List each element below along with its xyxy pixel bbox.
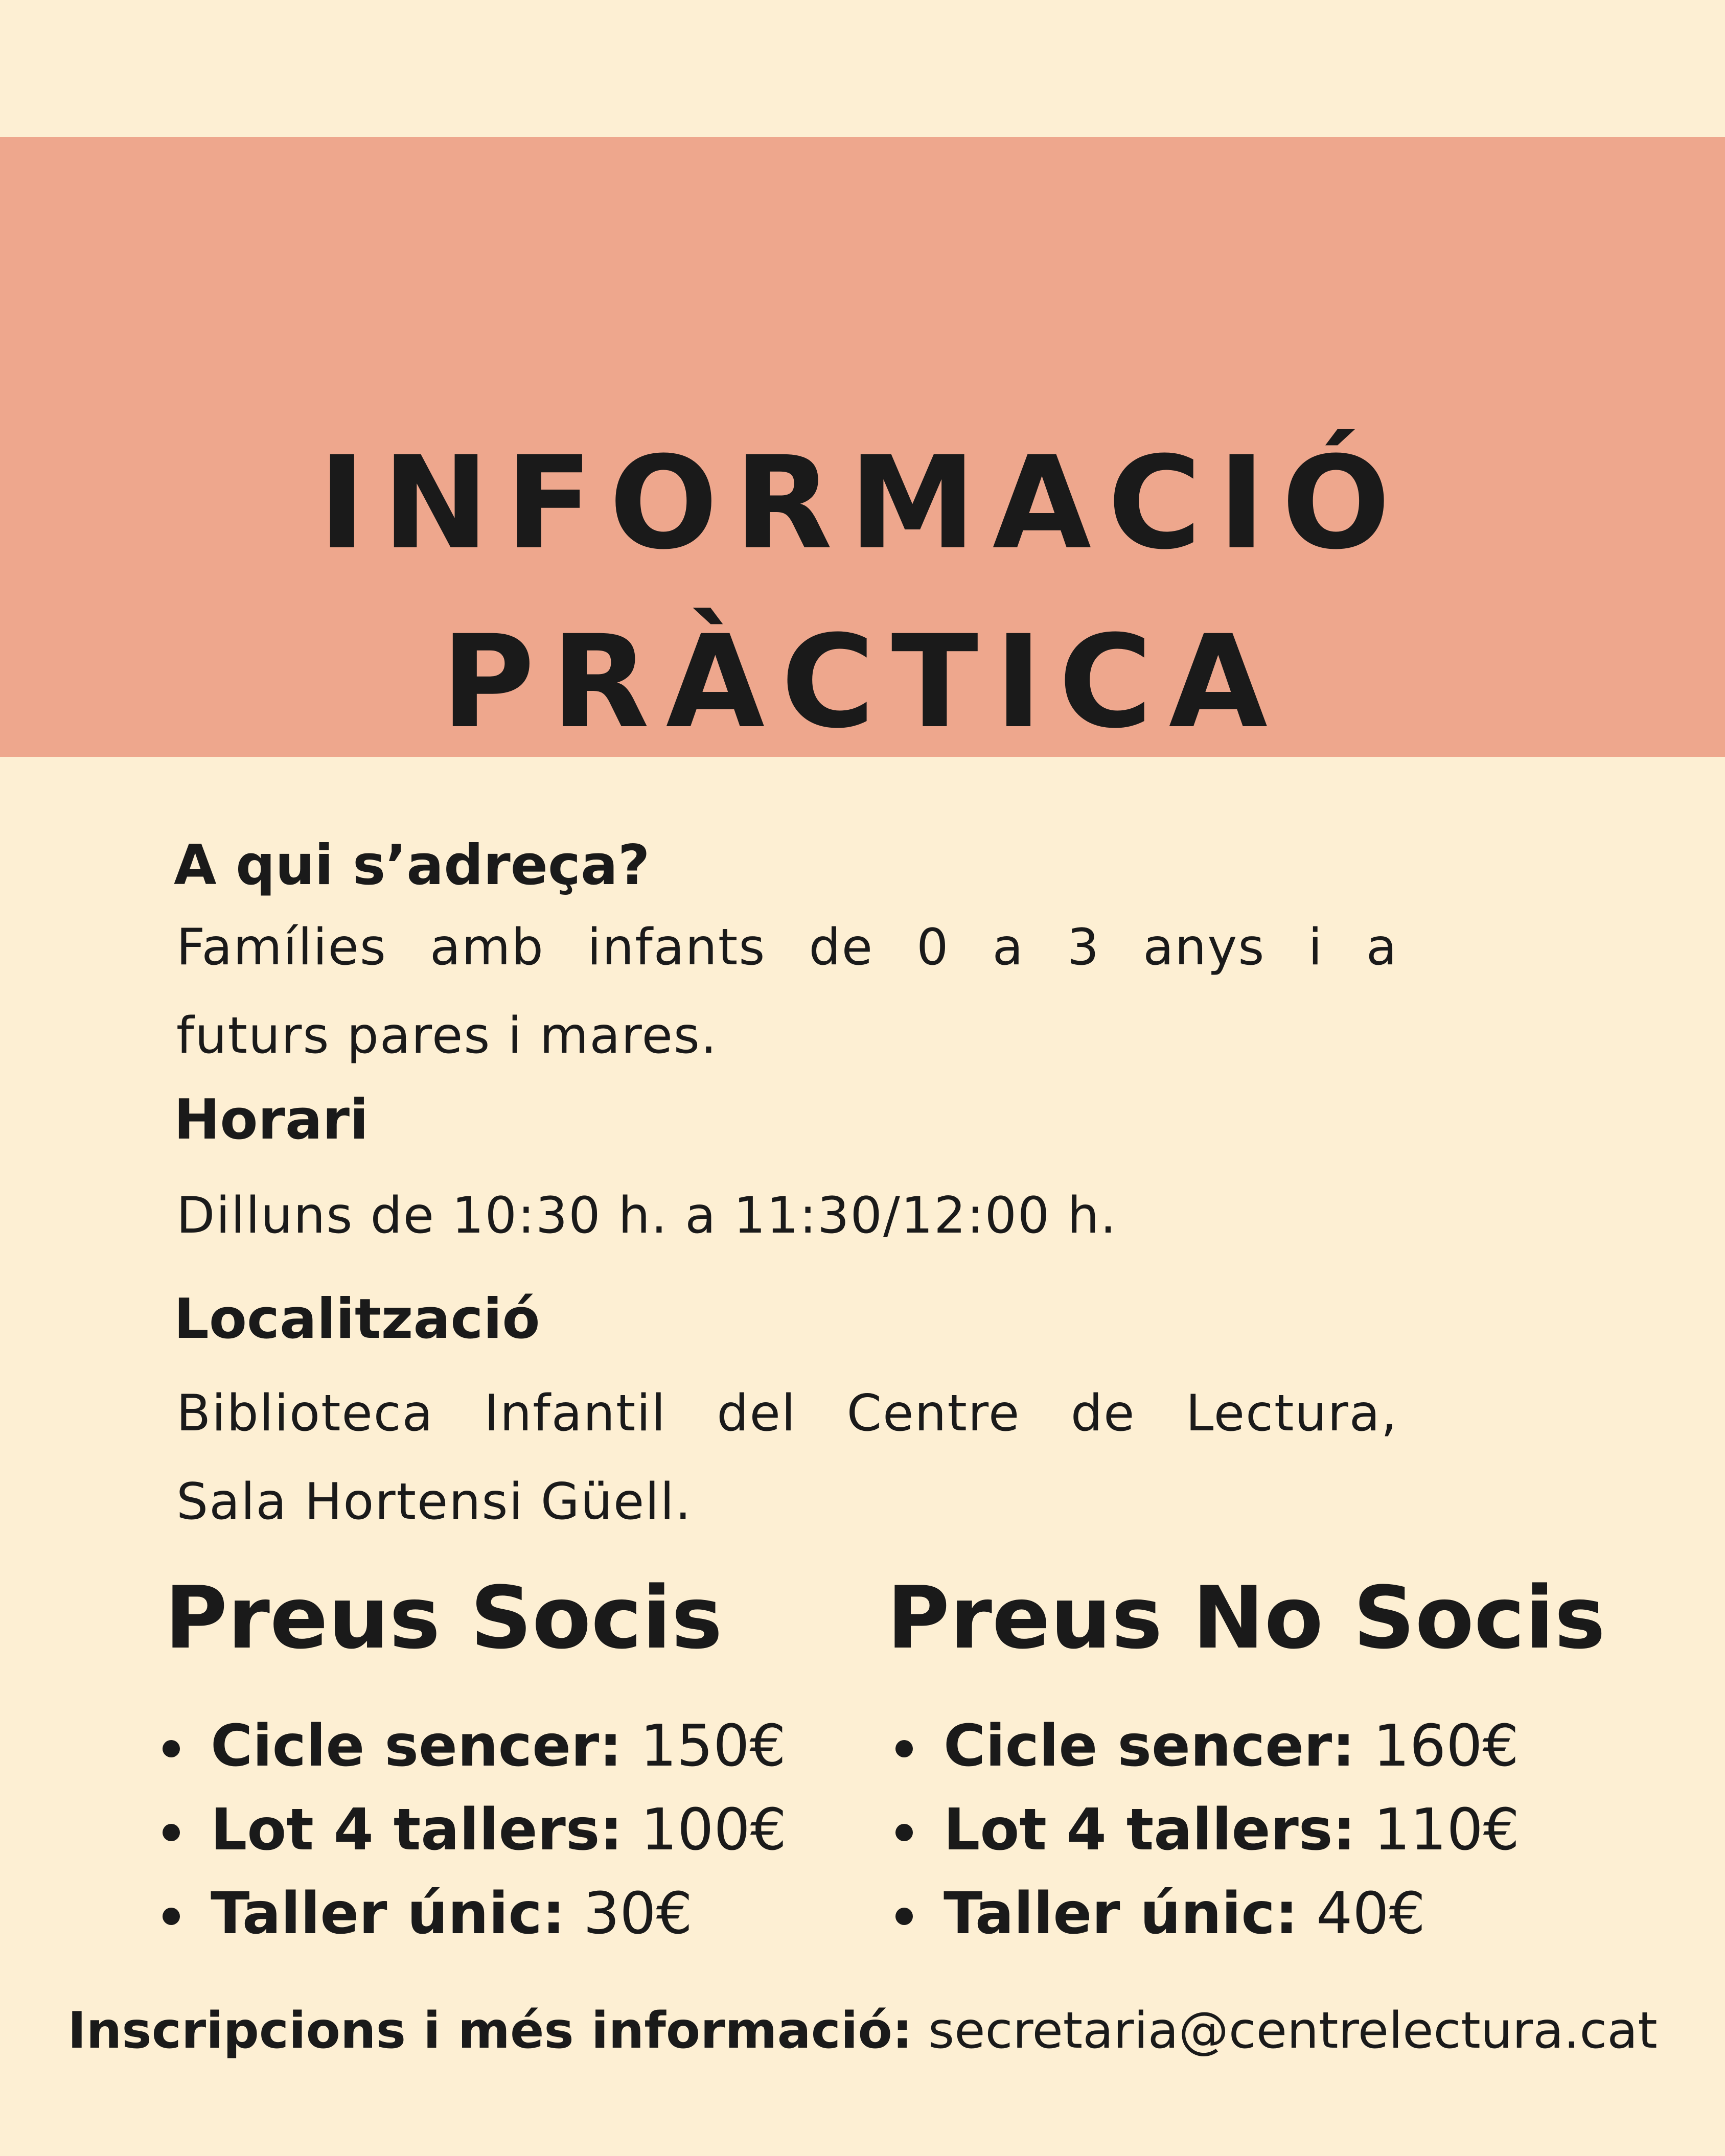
- price-label: Lot 4 tallers:: [211, 1797, 623, 1863]
- page-title-line-1: INFORMACIÓ: [318, 429, 1407, 577]
- price-value: 40€: [1316, 1881, 1425, 1947]
- contact-footer: [0, 2002, 1725, 2060]
- list-item: [163, 1881, 787, 1969]
- bullet-icon: [163, 1740, 180, 1757]
- price-value: 30€: [583, 1881, 693, 1947]
- title-banner: [0, 137, 1725, 757]
- bullet-icon: [895, 1824, 913, 1841]
- bullet-icon: [163, 1908, 180, 1925]
- schedule-text: Dilluns de 10:30 h. a 11:30/12:00 h.: [176, 1187, 1117, 1245]
- member-prices-list: [163, 1713, 787, 1969]
- list-item: [895, 1881, 1520, 1969]
- location-text-line-2: Sala Hortensi Güell.: [176, 1473, 692, 1531]
- price-label: Taller únic:: [944, 1881, 1298, 1947]
- non-member-prices-title: Preus No Socis: [887, 1568, 1606, 1668]
- bullet-icon: [163, 1824, 180, 1841]
- audience-heading: A qui s’adreça?: [174, 833, 650, 897]
- price-value: 150€: [640, 1713, 786, 1779]
- price-label: Lot 4 tallers:: [944, 1797, 1356, 1863]
- price-label: Cicle sencer:: [944, 1713, 1355, 1779]
- list-item: [163, 1713, 787, 1801]
- contact-label: Inscripcions i més informació:: [67, 2002, 912, 2060]
- bullet-icon: [895, 1908, 913, 1925]
- price-label: Cicle sencer:: [211, 1713, 623, 1779]
- contact-email-link[interactable]: secretaria@centrelectura.cat: [928, 2002, 1658, 2060]
- price-value: 110€: [1373, 1797, 1520, 1863]
- price-value: 100€: [640, 1797, 787, 1863]
- audience-text-line-1: Famílies amb infants de 0 a 3 anys i a: [176, 918, 1398, 977]
- non-member-prices-list: [895, 1713, 1520, 1969]
- member-prices-title: Preus Socis: [165, 1568, 723, 1668]
- list-item: [895, 1797, 1520, 1885]
- location-text-line-1: Biblioteca Infantil del Centre de Lectura,: [176, 1384, 1398, 1443]
- list-item: [163, 1797, 787, 1885]
- bullet-icon: [895, 1740, 913, 1757]
- price-value: 160€: [1373, 1713, 1519, 1779]
- schedule-heading: Horari: [174, 1088, 369, 1152]
- page-title-line-2: PRÀCTICA: [441, 608, 1284, 756]
- audience-text-line-2: futurs pares i mares.: [176, 1007, 718, 1065]
- location-heading: Localització: [174, 1287, 540, 1351]
- price-label: Taller únic:: [211, 1881, 565, 1947]
- list-item: [895, 1713, 1520, 1801]
